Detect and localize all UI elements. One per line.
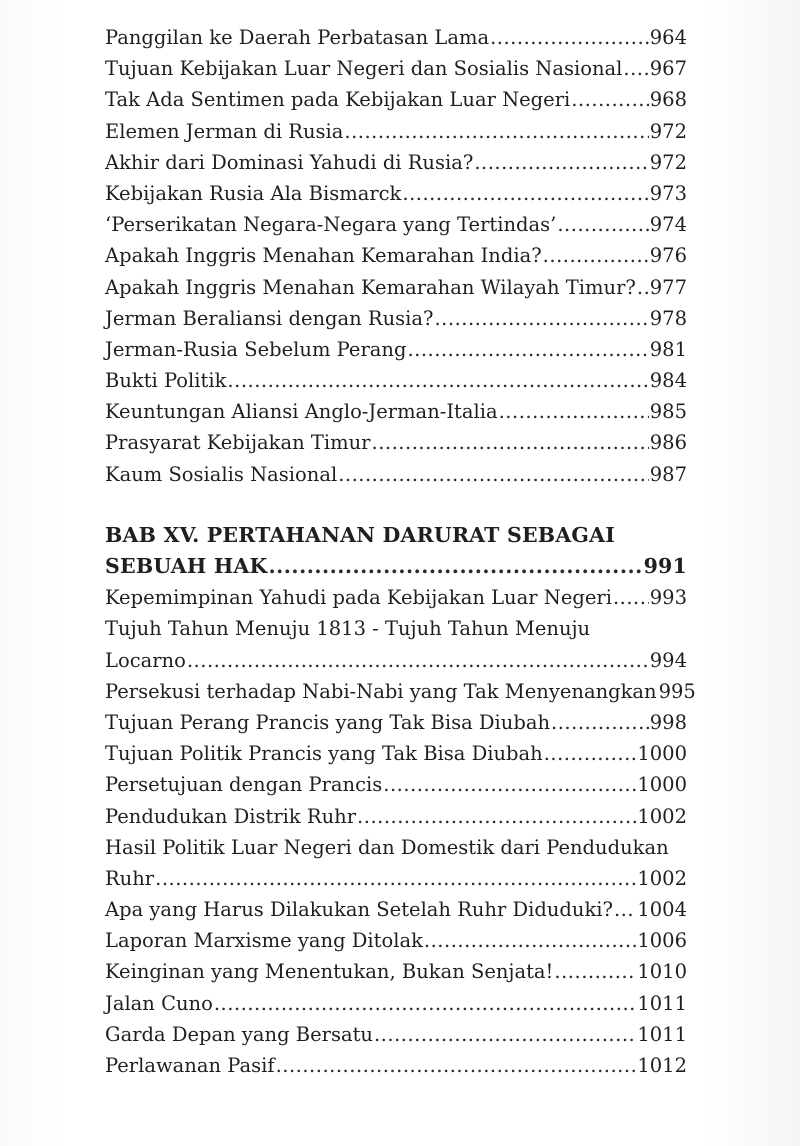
- toc-entry-title: Elemen Jerman di Rusia: [105, 119, 344, 143]
- chapter-title-line2: SEBUAH HAK: [105, 554, 268, 578]
- toc-entry-title: Kaum Sosialis Nasional: [105, 462, 338, 486]
- toc-entry-title: Apa yang Harus Dilakukan Setelah Ruhr Diduduki?: [105, 898, 613, 922]
- toc-entry-title: ‘Perserikatan Negara-Negara yang Tertindas’: [105, 213, 557, 237]
- toc-entry-title: Kebijakan Rusia Ala Bismarck: [105, 181, 402, 205]
- toc-entry-title: Persekusi terhadap Nabi-Nabi yang Tak Menyenangkan: [105, 679, 657, 703]
- toc-entry-page: 993: [649, 586, 687, 610]
- toc-entry-title: Panggilan ke Daerah Perbatasan Lama: [105, 26, 490, 49]
- toc-entry-page: 1011: [637, 1022, 687, 1046]
- dot-leader: [374, 1019, 636, 1050]
- toc-entry: [105, 801, 687, 832]
- toc-entry-page: 1002: [637, 866, 687, 890]
- toc-entry-title: Prasyarat Kebijakan Timur: [105, 431, 371, 455]
- dot-leader: [637, 272, 649, 303]
- toc-entry: [105, 582, 687, 613]
- toc-entry: [105, 613, 687, 644]
- toc-entry: [105, 707, 687, 738]
- toc-entry-page: 994: [649, 648, 687, 672]
- toc-entry: [105, 365, 687, 396]
- toc-entry-title: Apakah Inggris Menahan Kemarahan India?: [105, 244, 542, 268]
- toc-entry-page: 1000: [637, 773, 687, 797]
- toc-entry-page: 985: [649, 400, 687, 424]
- toc-entry: [105, 459, 687, 490]
- dot-leader: [424, 925, 636, 956]
- toc-entry: [105, 738, 687, 769]
- dot-leader: [434, 303, 648, 334]
- toc-entry-title: Tujuan Perang Prancis yang Tak Bisa Diubah: [105, 710, 551, 734]
- toc-entry-title: Keuntungan Aliansi Anglo-Jerman-Italia: [105, 400, 498, 424]
- dot-leader: [623, 53, 648, 84]
- dot-leader: [490, 22, 649, 53]
- dot-leader: [227, 365, 648, 396]
- toc-entry-title: Keinginan yang Menentukan, Bukan Senjata!: [105, 960, 554, 984]
- toc-entry-page: 986: [649, 431, 687, 455]
- toc-entry: [105, 303, 687, 334]
- chapter-heading: [105, 520, 687, 551]
- toc-entry-title: Bukti Politik: [105, 369, 227, 393]
- toc-entry-title: Jalan Cuno: [105, 991, 213, 1015]
- chapter-page: 991: [643, 554, 687, 578]
- dot-leader: [543, 240, 649, 271]
- toc-entry-page: 981: [649, 337, 687, 361]
- dot-leader: [357, 801, 636, 832]
- toc-entry-page: 1011: [637, 991, 687, 1015]
- dot-leader: [214, 988, 637, 1019]
- toc-entry: [105, 396, 687, 427]
- toc-entry-title: Laporan Marxisme yang Ditolak: [105, 929, 423, 953]
- toc-entry-page: 1000: [637, 742, 687, 766]
- dot-leader: [276, 1050, 637, 1081]
- toc-entry-title: Jerman-Rusia Sebelum Perang: [105, 337, 407, 361]
- dot-leader: [187, 645, 649, 676]
- toc-entry-page: 1004: [637, 898, 687, 922]
- toc-entry: [105, 178, 687, 209]
- toc-entry-title: Persetujuan dengan Prancis: [105, 773, 383, 797]
- dot-leader: [407, 334, 648, 365]
- toc-entry-page: 974: [649, 213, 687, 237]
- chapter-heading-cont: [105, 551, 687, 582]
- toc-entry-title: Garda Depan yang Bersatu: [105, 1022, 373, 1046]
- toc-entry-page: 968: [649, 88, 687, 112]
- toc-entry: [105, 147, 687, 178]
- toc-entry-page: 1002: [637, 804, 687, 828]
- toc-entry-page: 1006: [637, 929, 687, 953]
- table-of-contents: [105, 22, 696, 1081]
- toc-entry-title: Tak Ada Sentimen pada Kebijakan Luar Negeri: [105, 88, 571, 112]
- toc-entry-page: 998: [649, 710, 687, 734]
- toc-entry: [105, 1050, 687, 1081]
- dot-leader: [269, 551, 643, 582]
- dot-leader: [338, 459, 649, 490]
- toc-entry-page: 967: [649, 57, 687, 81]
- toc-entry-page: 1010: [637, 960, 687, 984]
- toc-entry: [105, 925, 687, 956]
- toc-entry-title: Jerman Beraliansi dengan Rusia?: [105, 306, 434, 330]
- toc-entry-title: Perlawanan Pasif: [105, 1054, 275, 1077]
- toc-entry-page: 973: [649, 181, 687, 205]
- dot-leader: [554, 956, 636, 987]
- toc-entry-title: Kepemimpinan Yahudi pada Kebijakan Luar Negeri: [105, 586, 612, 610]
- dot-leader: [372, 427, 649, 458]
- dot-leader: [474, 147, 648, 178]
- toc-entry-title: Apakah Inggris Menahan Kemarahan Wilayah Timur?: [105, 275, 636, 299]
- toc-entry-page: 995: [658, 679, 696, 703]
- toc-entry: [105, 240, 687, 271]
- section-gap: [105, 490, 687, 520]
- dot-leader: [499, 396, 649, 427]
- toc-entry: [105, 956, 687, 987]
- toc-entry-page: 964: [649, 26, 687, 49]
- dot-leader: [383, 769, 636, 800]
- toc-entry-title: Tujuh Tahun Menuju 1813 - Tujuh Tahun Menuju: [105, 617, 591, 641]
- dot-leader: [557, 209, 648, 240]
- toc-entry: [105, 334, 687, 365]
- toc-entry-page: 972: [649, 150, 687, 174]
- toc-entry: [105, 84, 687, 115]
- toc-entry-title: Tujuan Kebijakan Luar Negeri dan Sosialis Nasional: [105, 57, 623, 81]
- toc-entry: [105, 832, 687, 863]
- dot-leader: [571, 84, 648, 115]
- dot-leader: [614, 894, 636, 925]
- toc-entry: [105, 116, 687, 147]
- toc-entry-page: 984: [649, 369, 687, 393]
- toc-entry-title: Tujuan Politik Prancis yang Tak Bisa Diubah: [105, 742, 543, 766]
- toc-entry-title: Locarno: [105, 648, 186, 672]
- toc-entry: [105, 1019, 687, 1050]
- toc-entry-page: 977: [649, 275, 687, 299]
- toc-entry-cont: [105, 645, 687, 676]
- toc-entry: [105, 53, 687, 84]
- toc-entry-page: 976: [649, 244, 687, 268]
- toc-entry-page: 972: [649, 119, 687, 143]
- toc-entry: [105, 427, 687, 458]
- toc-entry: [105, 988, 687, 1019]
- toc-entry-page: 1012: [637, 1054, 687, 1077]
- dot-leader: [544, 738, 637, 769]
- dot-leader: [402, 178, 648, 209]
- toc-entry: [105, 272, 687, 303]
- toc-entry-title: Ruhr: [105, 866, 155, 890]
- toc-entry-cont: [105, 863, 687, 894]
- chapter-title-line1: BAB XV. PERTAHANAN DARURAT SEBAGAI: [105, 522, 616, 547]
- toc-entry: [105, 676, 696, 707]
- dot-leader: [613, 582, 649, 613]
- toc-entry: [105, 22, 687, 53]
- toc-entry-title: Akhir dari Dominasi Yahudi di Rusia?: [105, 150, 474, 174]
- toc-entry: [105, 894, 687, 925]
- dot-leader: [155, 863, 636, 894]
- toc-entry: [105, 209, 687, 240]
- toc-entry-page: 978: [649, 306, 687, 330]
- toc-entry: [105, 769, 687, 800]
- toc-entry-title: Pendudukan Distrik Ruhr: [105, 804, 357, 828]
- dot-leader: [551, 707, 649, 738]
- toc-entry-title: Hasil Politik Luar Negeri dan Domestik dari Pendudukan: [105, 835, 669, 859]
- dot-leader: [344, 116, 648, 147]
- toc-entry-page: 987: [649, 462, 687, 486]
